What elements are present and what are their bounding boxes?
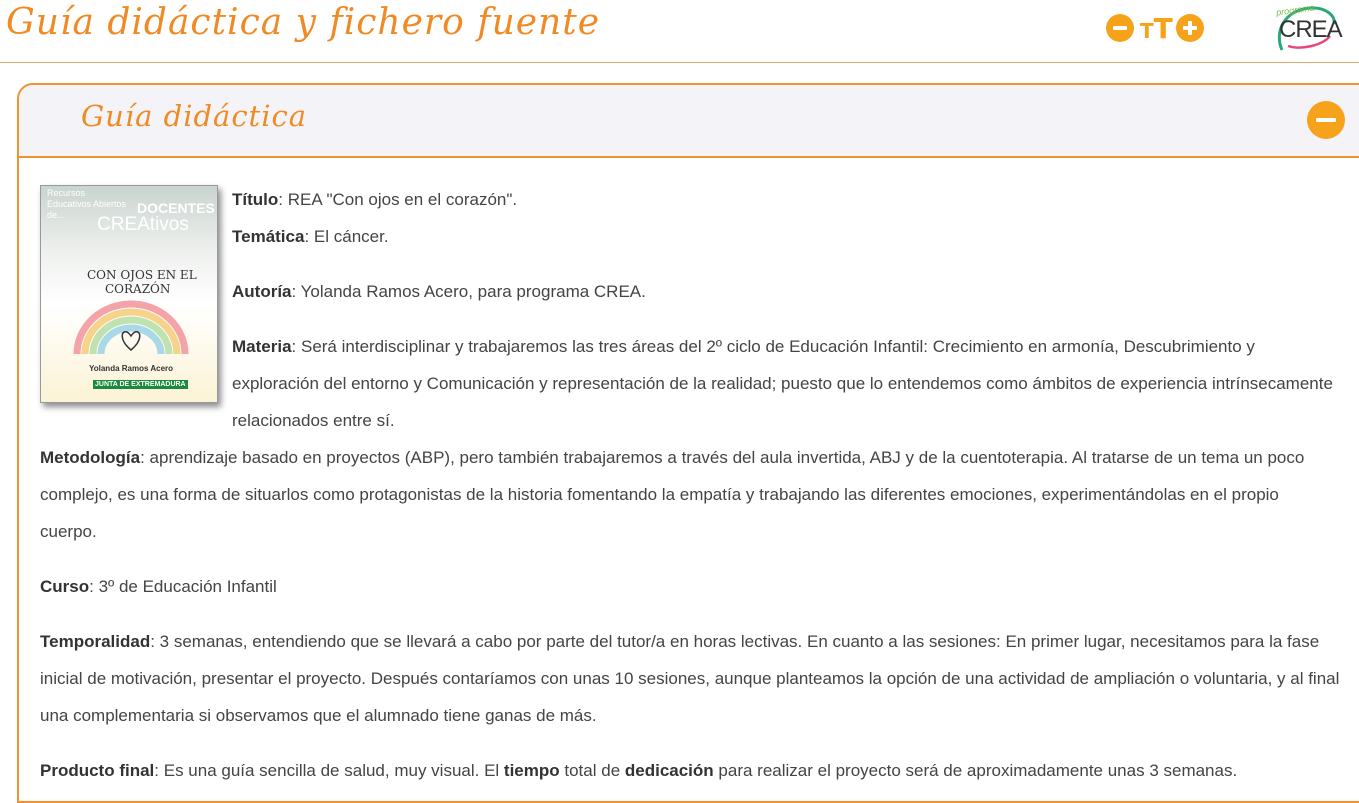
cover-creativos: CREAtivos [97,214,189,235]
materia-line [232,328,1340,439]
titulo-label: Título [232,190,279,209]
tematica-label: Temática [232,227,305,246]
cover-title-line1: CON OJOS EN EL [87,268,197,282]
metodologia-value: : aprendizaje basado en proyectos (ABP), pero también trabajaremos a través del aula invertida, ABJ y de la cuentoterapia. Al tratarse de un tema un poco complejo, es una forma de situarlos como protagonistas de la historia fomentando la empatía y trabajando las diferentes emociones, experimentándolas en el propio cuerpo. [40,448,1305,541]
curso-label: Curso [40,577,90,596]
producto-line [40,752,1340,789]
titulo-value: : REA "Con ojos en el corazón". [278,190,518,209]
increase-font-button[interactable] [1176,14,1204,42]
cover-author: Yolanda Ramos Acero [89,364,174,373]
materia-label: Materia [232,337,292,356]
top-bar [0,0,1359,63]
logo-small-text: programa [1275,2,1316,18]
temporalidad-line [40,623,1340,734]
producto-value-3: para realizar el proyecto será de aproximadamente unas 3 semanas. [713,761,1238,780]
curso-value: : 3º de Educación Infantil [89,577,277,596]
temporalidad-value: : 3 semanas, entendiendo que se llevará a cabo por parte del tutor/a en horas lectivas. En cuanto a las sesiones: En primer lugar, necesitamos para la fase inicial de motivación, presentar el proyecto. Después contaríamos con unas 10 sesiones, aunque planteamos la opción de una actividad de ampliación o voluntaria, y al final una complementaria si observamos que el alumnado tiene ganas de más. [40,632,1340,725]
tematica-line [232,218,1340,255]
producto-label: Producto final [40,761,155,780]
font-size-controls [1106,12,1206,45]
temporalidad-label: Temporalidad [40,632,151,651]
cover-title-line2: CORAZÓN [105,282,171,296]
tematica-value: : El cáncer. [304,227,389,246]
autoria-label: Autoría [232,282,292,301]
dedicacion-label: dedicación [624,761,714,780]
curso-line [40,568,1340,605]
producto-value-2: total de [559,761,625,780]
guide-content [40,181,1340,803]
page-title: Guía didáctica y fichero fuente [6,2,601,43]
collapse-button[interactable] [1307,101,1345,139]
cover-pre-title: Recursos Educativos Abiertos de... [47,188,127,220]
metodologia-label: Metodología [40,448,141,467]
guide-panel [17,83,1359,803]
minus-icon [1113,26,1127,30]
autoria-value: : Yolanda Ramos Acero, para programa CREA. [291,282,646,301]
crea-logo[interactable] [1270,2,1342,54]
autoria-line [232,273,1340,310]
producto-value-1: : Es una guía sencilla de salud, muy visual. El [154,761,504,780]
metodologia-line [40,439,1340,550]
titulo-line [232,181,1340,218]
tiempo-label: tiempo [503,761,560,780]
panel-header[interactable] [19,85,1359,158]
cover-docentes: DOCENTES [137,200,215,216]
cover-institution: JUNTA DE EXTREMADURA [95,381,186,388]
logo-main-text: CREA [1279,16,1342,43]
minus-icon [1316,118,1336,122]
text-size-icon: TT [1140,12,1173,45]
panel-title: Guía didáctica [81,99,308,133]
materia-value: : Será interdisciplinar y trabajaremos las tres áreas del 2º ciclo de Educación Infantil: Crecimiento en armonía, Descubrimiento y exploración del entorno y Comunicación y representación de la realidad; puesto que lo entendemos como ámbitos de experiencia intrínsecamente relacionados entre sí. [232,337,1333,430]
decrease-font-button[interactable] [1106,14,1134,42]
